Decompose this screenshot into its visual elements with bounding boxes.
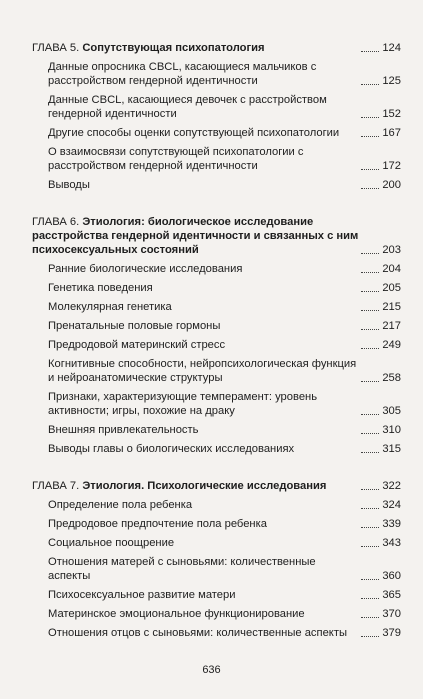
entry-text: Признаки, характеризующие темперамент: уровень активности; игры, похожие на драку: [48, 391, 318, 417]
entry-text: Другие способы оценки сопутствующей психопатологии: [48, 127, 340, 139]
page-ref: 305: [382, 405, 401, 417]
dot-leader: [361, 508, 379, 509]
toc-entry: [32, 126, 401, 140]
toc-entry: [32, 281, 401, 295]
toc-entry: [32, 607, 401, 621]
entry-text: Ранние биологические исследования: [48, 263, 243, 275]
toc-entry: [32, 498, 401, 512]
page-ref: 205: [382, 282, 401, 294]
dot-leader: [361, 272, 379, 273]
toc-entry: [32, 390, 401, 418]
toc-entry: [32, 555, 401, 583]
entry-text: Данные CBCL, касающиеся девочек с расстройством гендерной идентичности: [48, 94, 327, 120]
chapter-label: ГЛАВА 5.: [32, 42, 80, 54]
entry-text: Социальное поощрение: [48, 537, 175, 549]
toc-entry: [32, 357, 401, 385]
chapter-label: ГЛАВА 7.: [32, 480, 80, 492]
chapter-heading-text: [32, 479, 358, 493]
toc-entry: [32, 442, 401, 456]
toc-entry: [32, 319, 401, 333]
dot-leader: [361, 329, 379, 330]
page-ref: 200: [382, 179, 401, 191]
toc-entry: [32, 60, 401, 88]
dot-leader: [361, 381, 379, 382]
dot-leader: [361, 310, 379, 311]
page-ref: 365: [382, 589, 401, 601]
page-ref: 249: [382, 339, 401, 351]
chapter-title: Этиология. Психологические исследования: [82, 480, 327, 492]
toc-entry: [32, 178, 401, 192]
dot-leader: [361, 636, 379, 637]
chapter-title: Сопутствующая психопатология: [82, 42, 265, 54]
entry-text: Материнское эмоциональное функционирование: [48, 608, 305, 620]
toc-entry: [32, 300, 401, 314]
toc-entry: [32, 338, 401, 352]
entry-text: Данные опросника CBCL, касающиеся мальчиков с расстройством гендерной идентичности: [48, 61, 317, 87]
entry-text: Когнитивные способности, нейропсихологическая функция и нейроанатомические структуры: [48, 358, 357, 384]
chapter-heading: [32, 41, 401, 55]
dot-leader: [361, 598, 379, 599]
dot-leader: [361, 136, 379, 137]
entry-text: Отношения отцов с сыновьями: количественные аспекты: [48, 627, 347, 639]
dot-leader: [361, 489, 379, 490]
toc-entry: [32, 423, 401, 437]
dot-leader: [361, 414, 379, 415]
page-ref: 204: [382, 263, 401, 275]
dot-leader: [361, 291, 379, 292]
table-of-contents: [32, 41, 401, 645]
entry-text: Выводы: [48, 179, 90, 191]
chapter-heading-text: [32, 41, 358, 55]
entry-text: Внешняя привлекательность: [48, 424, 199, 436]
entry-text: Генетика поведения: [48, 282, 153, 294]
dot-leader: [361, 579, 379, 580]
page-ref: 217: [382, 320, 401, 332]
entry-text: Молекулярная генетика: [48, 301, 172, 313]
page-ref: 172: [382, 160, 401, 172]
page-ref: 370: [382, 608, 401, 620]
dot-leader: [361, 169, 379, 170]
dot-leader: [361, 617, 379, 618]
page-ref: 215: [382, 301, 401, 313]
chapter-heading: [32, 479, 401, 493]
page-ref: 322: [382, 480, 401, 492]
entry-text: О взаимосвязи сопутствующей психопатологии с расстройством гендерной идентичности: [48, 146, 304, 172]
chapter-heading: [32, 215, 401, 257]
chapter-spacer: [32, 197, 401, 215]
page-ref: 258: [382, 372, 401, 384]
page-ref: 315: [382, 443, 401, 455]
entry-text: Выводы главы о биологических исследованиях: [48, 443, 295, 455]
page-ref: 379: [382, 627, 401, 639]
toc-entry: [32, 145, 401, 173]
dot-leader: [361, 117, 379, 118]
page-ref: 124: [382, 42, 401, 54]
toc-entry: [32, 517, 401, 531]
page-number: 636: [202, 664, 221, 676]
dot-leader: [361, 253, 379, 254]
dot-leader: [361, 51, 379, 52]
dot-leader: [361, 188, 379, 189]
chapter-title: Этиология: биологическое исследование расстройства гендерной идентичности и связанных с ним психосексуальных состояний: [32, 216, 359, 256]
entry-text: Определение пола ребенка: [48, 499, 193, 511]
dot-leader: [361, 452, 379, 453]
page-ref: 203: [382, 244, 401, 256]
chapter-heading-text: [32, 215, 358, 257]
page-ref: 360: [382, 570, 401, 582]
dot-leader: [361, 433, 379, 434]
chapter-label: ГЛАВА 6.: [32, 216, 80, 228]
entry-text: Предродовой материнский стресс: [48, 339, 226, 351]
dot-leader: [361, 348, 379, 349]
chapter-spacer: [32, 461, 401, 479]
page-ref: 324: [382, 499, 401, 511]
entry-text: Предродовое предпочтение пола ребенка: [48, 518, 267, 530]
toc-entry: [32, 626, 401, 640]
dot-leader: [361, 527, 379, 528]
page-ref: 343: [382, 537, 401, 549]
page-ref: 167: [382, 127, 401, 139]
toc-entry: [32, 262, 401, 276]
toc-entry: [32, 93, 401, 121]
dot-leader: [361, 546, 379, 547]
page-ref: 125: [382, 75, 401, 87]
page-ref: 339: [382, 518, 401, 530]
entry-text: Психосексуальное развитие матери: [48, 589, 236, 601]
entry-text: Пренатальные половые гормоны: [48, 320, 221, 332]
page-ref: 152: [382, 108, 401, 120]
page-ref: 310: [382, 424, 401, 436]
entry-text: Отношения матерей с сыновьями: количественные аспекты: [48, 556, 316, 582]
toc-entry: [32, 588, 401, 602]
dot-leader: [361, 84, 379, 85]
toc-entry: [32, 536, 401, 550]
